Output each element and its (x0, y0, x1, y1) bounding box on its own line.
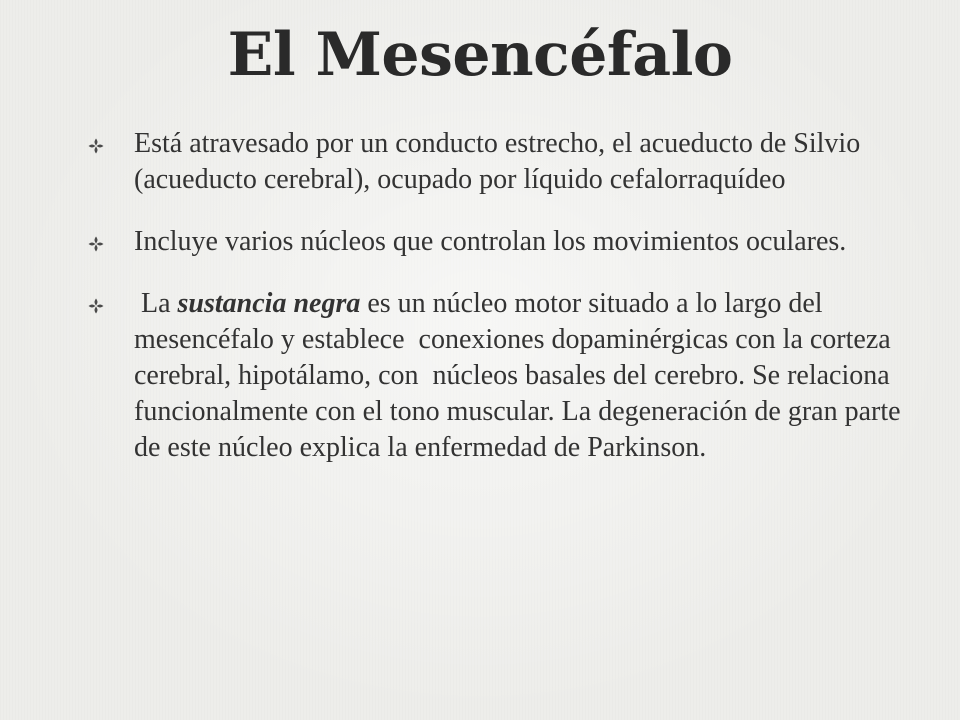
bullet-text: Está atravesado por un conducto estrecho, el acueducto de Silvio (acueducto cerebral), ocupado por líquido cefalorraquídeo (134, 128, 861, 195)
four-petal-diamond-icon (88, 298, 104, 314)
bullet-item-2 (88, 224, 928, 260)
emphasis-term: sustancia negra (177, 288, 361, 319)
four-petal-diamond-icon (88, 138, 104, 154)
bullet-item-1 (88, 126, 928, 198)
bullet-list (88, 126, 928, 466)
bullet-text (134, 286, 928, 466)
bullet-item-3 (88, 286, 928, 466)
bullet-text-suffix: es un núcleo motor situado a lo largo del mesencéfalo y establece conexiones dopaminérgicas con la corteza cerebral, hipotálamo, con núcleos basales del cerebro. Se relaciona funcionalmente con el tono muscular. La degeneración de gran parte de este núcleo explica la enfermedad de Parkinson. (134, 288, 908, 463)
bullet-text-prefix: La (134, 288, 178, 319)
slide-title: El Mesencéfalo (227, 20, 733, 90)
bullet-text: Incluye varios núcleos que controlan los movimientos oculares. (134, 226, 847, 257)
four-petal-diamond-icon (88, 236, 104, 252)
